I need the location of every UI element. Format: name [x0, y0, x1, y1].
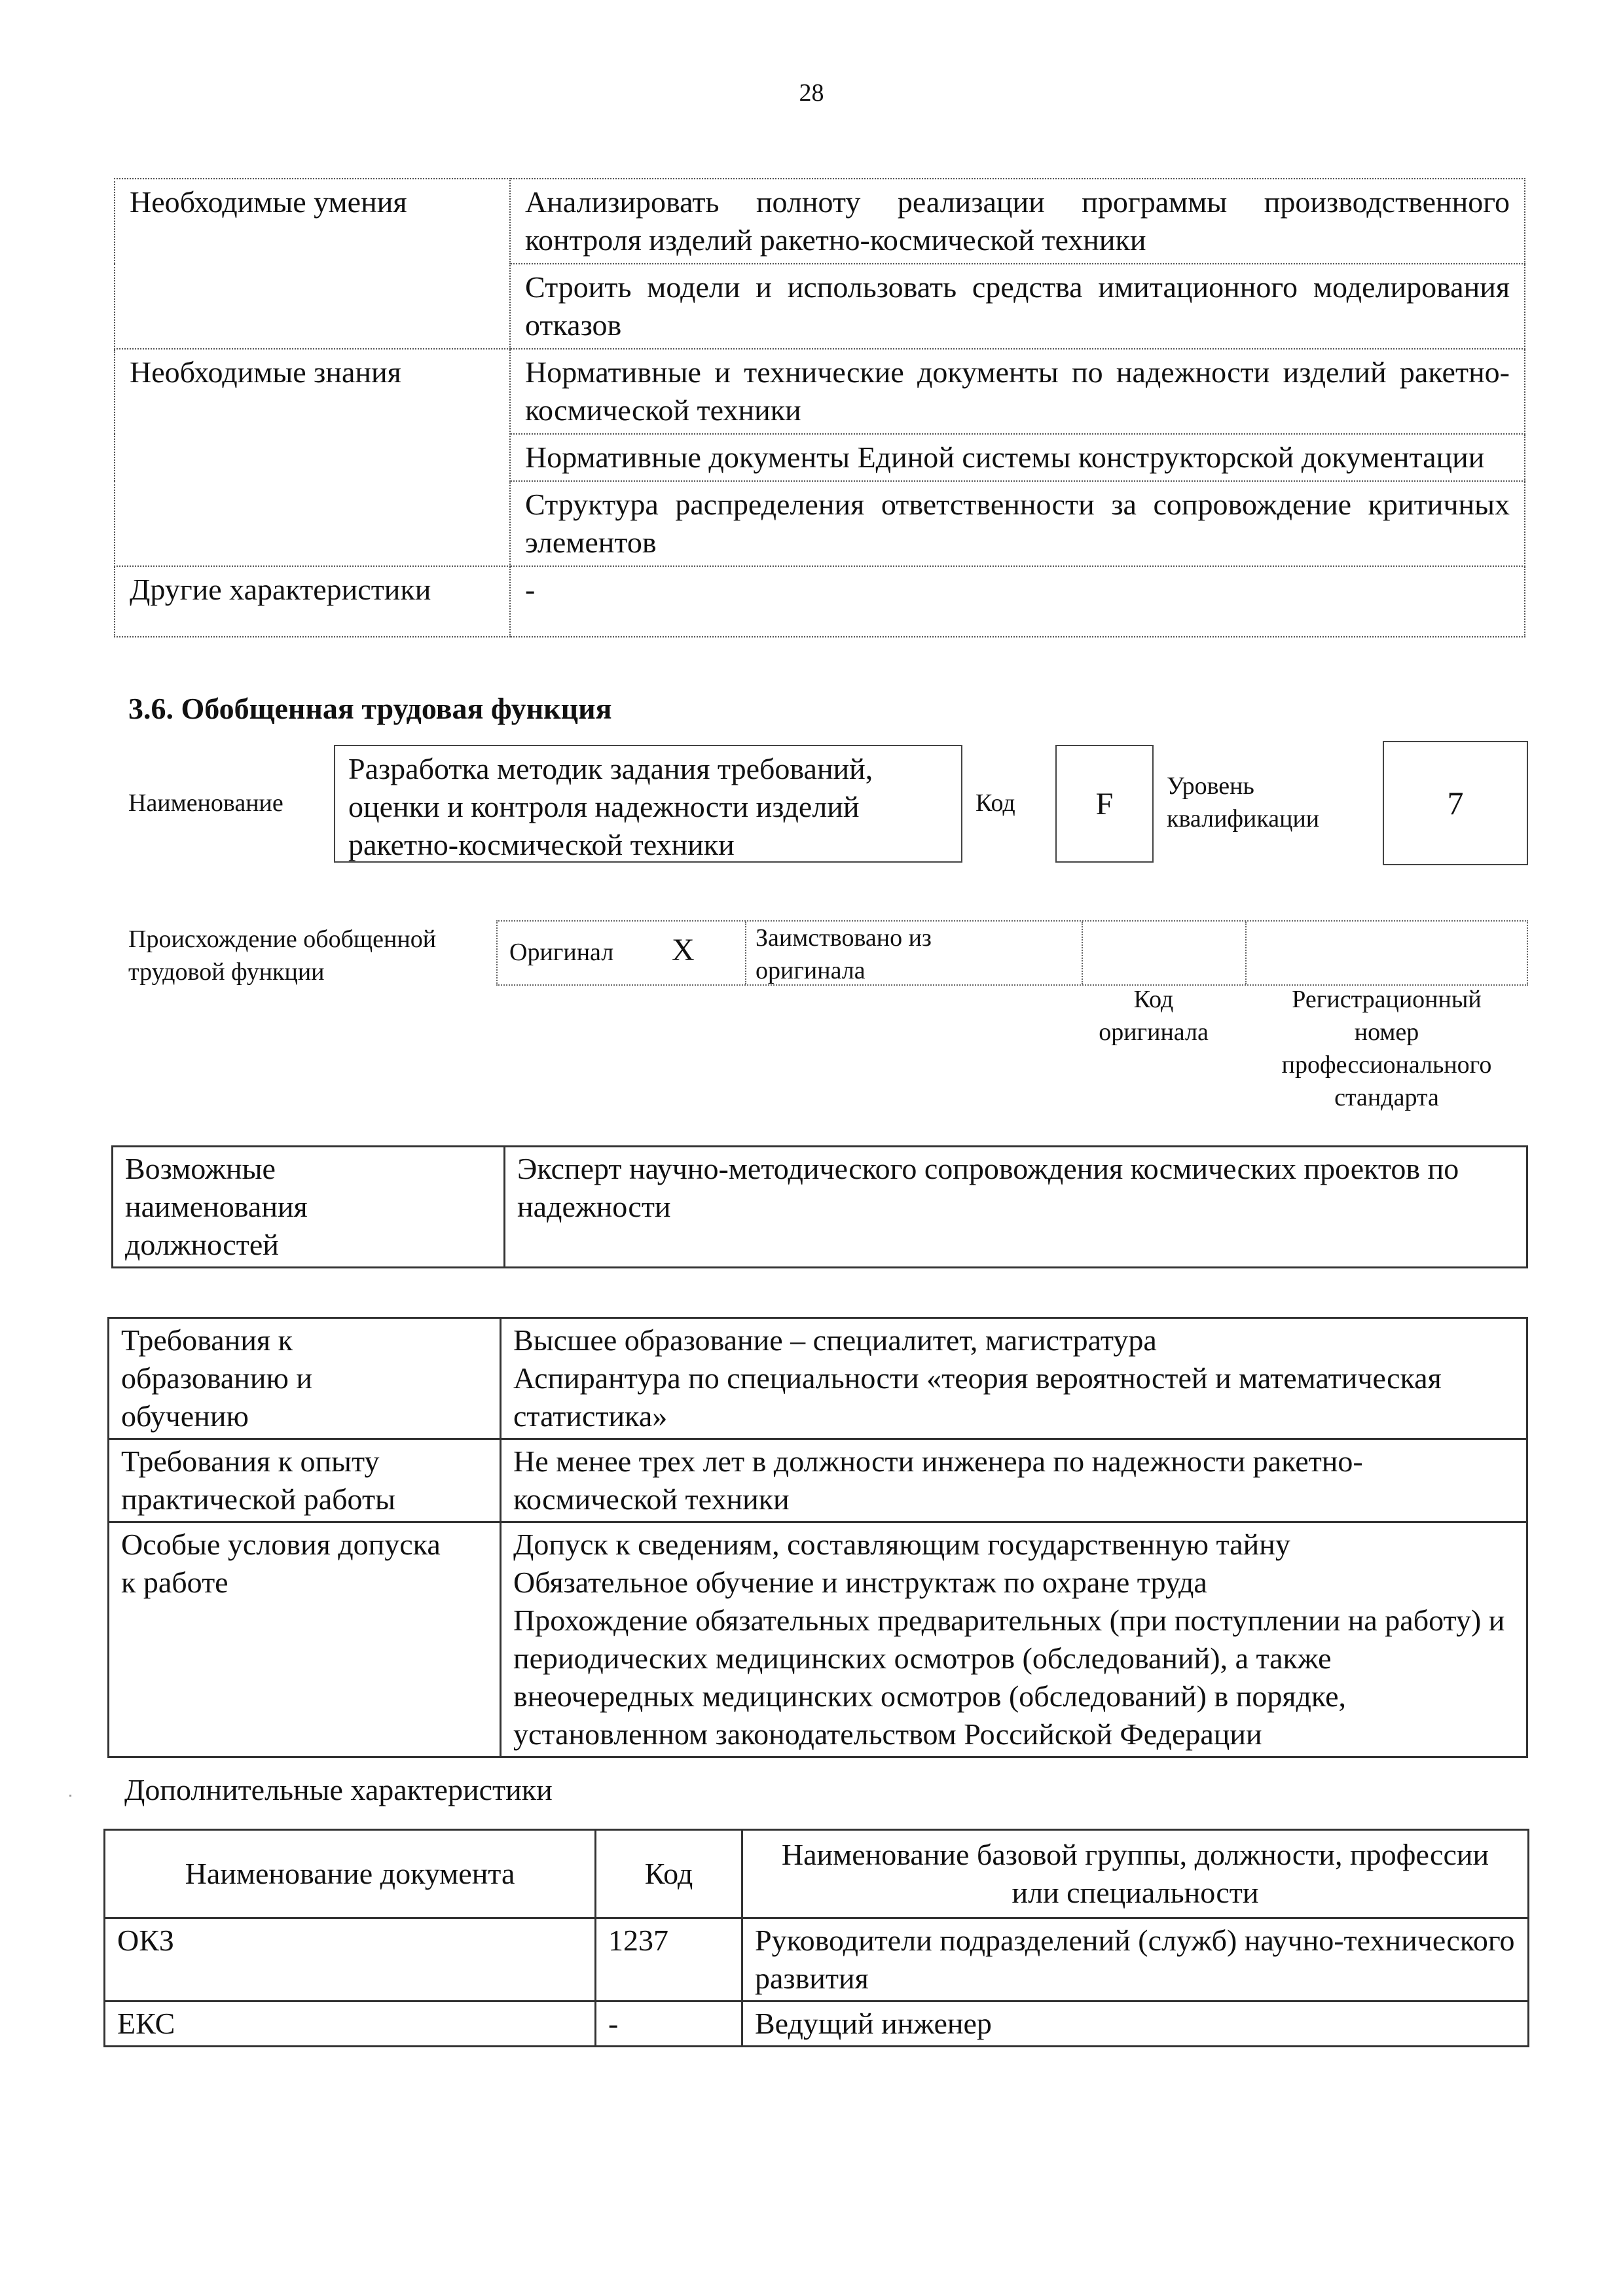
requirements-table — [107, 1317, 1528, 1758]
table-header-row — [105, 1830, 1529, 1918]
group-cell: Ведущий инженер — [742, 2001, 1529, 2047]
borrowed-label-line: Заимствовано из — [756, 924, 932, 952]
level-label-line: квалификации — [1167, 805, 1320, 833]
row-label-skills: Необходимые умения — [115, 179, 510, 349]
knowledge-item: Нормативные документы Единой системы конструкторской документации — [510, 434, 1525, 481]
skills-knowledge-table — [114, 178, 1525, 637]
origin-label-line: трудовой функции — [128, 958, 325, 986]
label-line: должностей — [125, 1228, 279, 1261]
label-line: Требования к опыту — [121, 1444, 380, 1478]
code-cell: - — [596, 2001, 742, 2047]
positions-value: Эксперт научно-методического сопровождения космических проектов по надежности — [505, 1147, 1527, 1268]
label-line: образованию и — [121, 1361, 312, 1395]
origin-label-line: Происхождение обобщенной — [128, 925, 437, 953]
table-row — [105, 2001, 1529, 2047]
value-line: Прохождение обязательных предварительных (при поступлении на работу) и периодических медицинских осмотров (обследований), а также внеочередных медицинских осмотров (обследований) в порядке, установленном законодательством Российской Федерации — [513, 1604, 1505, 1751]
header-document: Наименование документа — [105, 1830, 596, 1918]
function-name-value: Разработка методик задания требований, оценки и контроля надежности изделий ракетно-космической техники — [348, 752, 873, 861]
level-value-box — [1383, 741, 1528, 865]
function-name-box — [334, 745, 962, 863]
row-label-knowledge: Необходимые знания — [115, 349, 510, 566]
admission-value — [501, 1522, 1527, 1757]
admission-label — [109, 1522, 501, 1757]
value-line: Допуск к сведениям, составляющим государственную тайну — [513, 1528, 1290, 1561]
value-line: Обязательное обучение и инструктаж по охране труда — [513, 1566, 1207, 1599]
origin-code-cell — [1083, 922, 1247, 984]
label-line: обучению — [121, 1399, 249, 1433]
borrowed-label-line: оригинала — [756, 957, 866, 984]
other-item: - — [510, 566, 1525, 637]
level-value: 7 — [1447, 785, 1464, 821]
reg-number-caption — [1256, 983, 1518, 1114]
level-label — [1167, 770, 1319, 835]
doc-name-cell: ЕКС — [105, 2001, 596, 2047]
row-label-other: Другие характеристики — [115, 566, 510, 637]
table-row — [113, 1147, 1527, 1268]
label-line: Особые условия допуска — [121, 1528, 441, 1561]
origin-label — [128, 923, 436, 988]
value-line: Высшее образование – специалитет, магистратура — [513, 1323, 1157, 1357]
original-mark: X — [672, 933, 695, 967]
table-row — [109, 1318, 1527, 1439]
caption-line: Регистрационный — [1292, 986, 1482, 1013]
header-code: Код — [596, 1830, 742, 1918]
section-heading: 3.6. Обобщенная трудовая функция — [128, 692, 612, 725]
code-value-box — [1055, 745, 1154, 863]
knowledge-item: Нормативные и технические документы по надежности изделий ракетно-космической техники — [510, 349, 1525, 434]
experience-label — [109, 1439, 501, 1522]
name-label: Наименование — [128, 789, 283, 817]
label-line: практической работы — [121, 1482, 395, 1516]
skills-item: Анализировать полноту реализации программы производственного контроля изделий ракетно-космической техники — [510, 179, 1525, 264]
value-line: Аспирантура по специальности «теория вероятностей и математическая статистика» — [513, 1361, 1442, 1433]
additional-table — [103, 1829, 1529, 2047]
borrowed-label — [756, 922, 932, 987]
code-cell: 1237 — [596, 1918, 742, 2001]
table-row — [105, 1918, 1529, 2001]
header-group: Наименование базовой группы, должности, профессии или специальности — [742, 1830, 1529, 1918]
skills-item: Строить модели и использовать средства имитационного моделирования отказов — [510, 264, 1525, 349]
origin-code-caption — [1055, 983, 1252, 1049]
table-row — [109, 1522, 1527, 1757]
origin-original-cell — [498, 922, 746, 984]
original-label: Оригинал — [509, 939, 614, 966]
experience-value — [501, 1439, 1527, 1522]
value-line: Не менее трех лет в должности инженера по надежности ракетно-космической техники — [513, 1444, 1363, 1516]
label-line: Возможные — [125, 1152, 276, 1185]
page-number: 28 — [799, 79, 824, 107]
label-line: наименования — [125, 1190, 308, 1223]
caption-line: Код — [1133, 986, 1174, 1013]
additional-title: Дополнительные характеристики — [124, 1773, 553, 1806]
education-label — [109, 1318, 501, 1439]
origin-row — [496, 920, 1528, 986]
caption-line: профессионального — [1281, 1051, 1492, 1079]
table-row — [109, 1439, 1527, 1522]
code-value: F — [1095, 786, 1114, 821]
caption-line: стандарта — [1334, 1084, 1439, 1111]
origin-reg-number-cell — [1247, 922, 1527, 984]
scan-speck — [69, 1795, 71, 1797]
label-line: к работе — [121, 1566, 228, 1599]
table-row — [115, 566, 1525, 637]
caption-line: номер — [1354, 1018, 1419, 1046]
group-cell: Руководители подразделений (служб) научно-технического развития — [742, 1918, 1529, 2001]
positions-table — [111, 1145, 1528, 1268]
doc-name-cell: ОКЗ — [105, 1918, 596, 2001]
code-label: Код — [976, 789, 1015, 817]
knowledge-item: Структура распределения ответственности за сопровождение критичных элементов — [510, 481, 1525, 566]
education-value — [501, 1318, 1527, 1439]
table-row — [115, 179, 1525, 264]
level-label-line: Уровень — [1167, 772, 1254, 800]
caption-line: оригинала — [1099, 1018, 1209, 1046]
label-line: Требования к — [121, 1323, 293, 1357]
table-row — [115, 349, 1525, 434]
positions-label — [113, 1147, 505, 1268]
origin-borrowed-cell — [746, 922, 1083, 984]
